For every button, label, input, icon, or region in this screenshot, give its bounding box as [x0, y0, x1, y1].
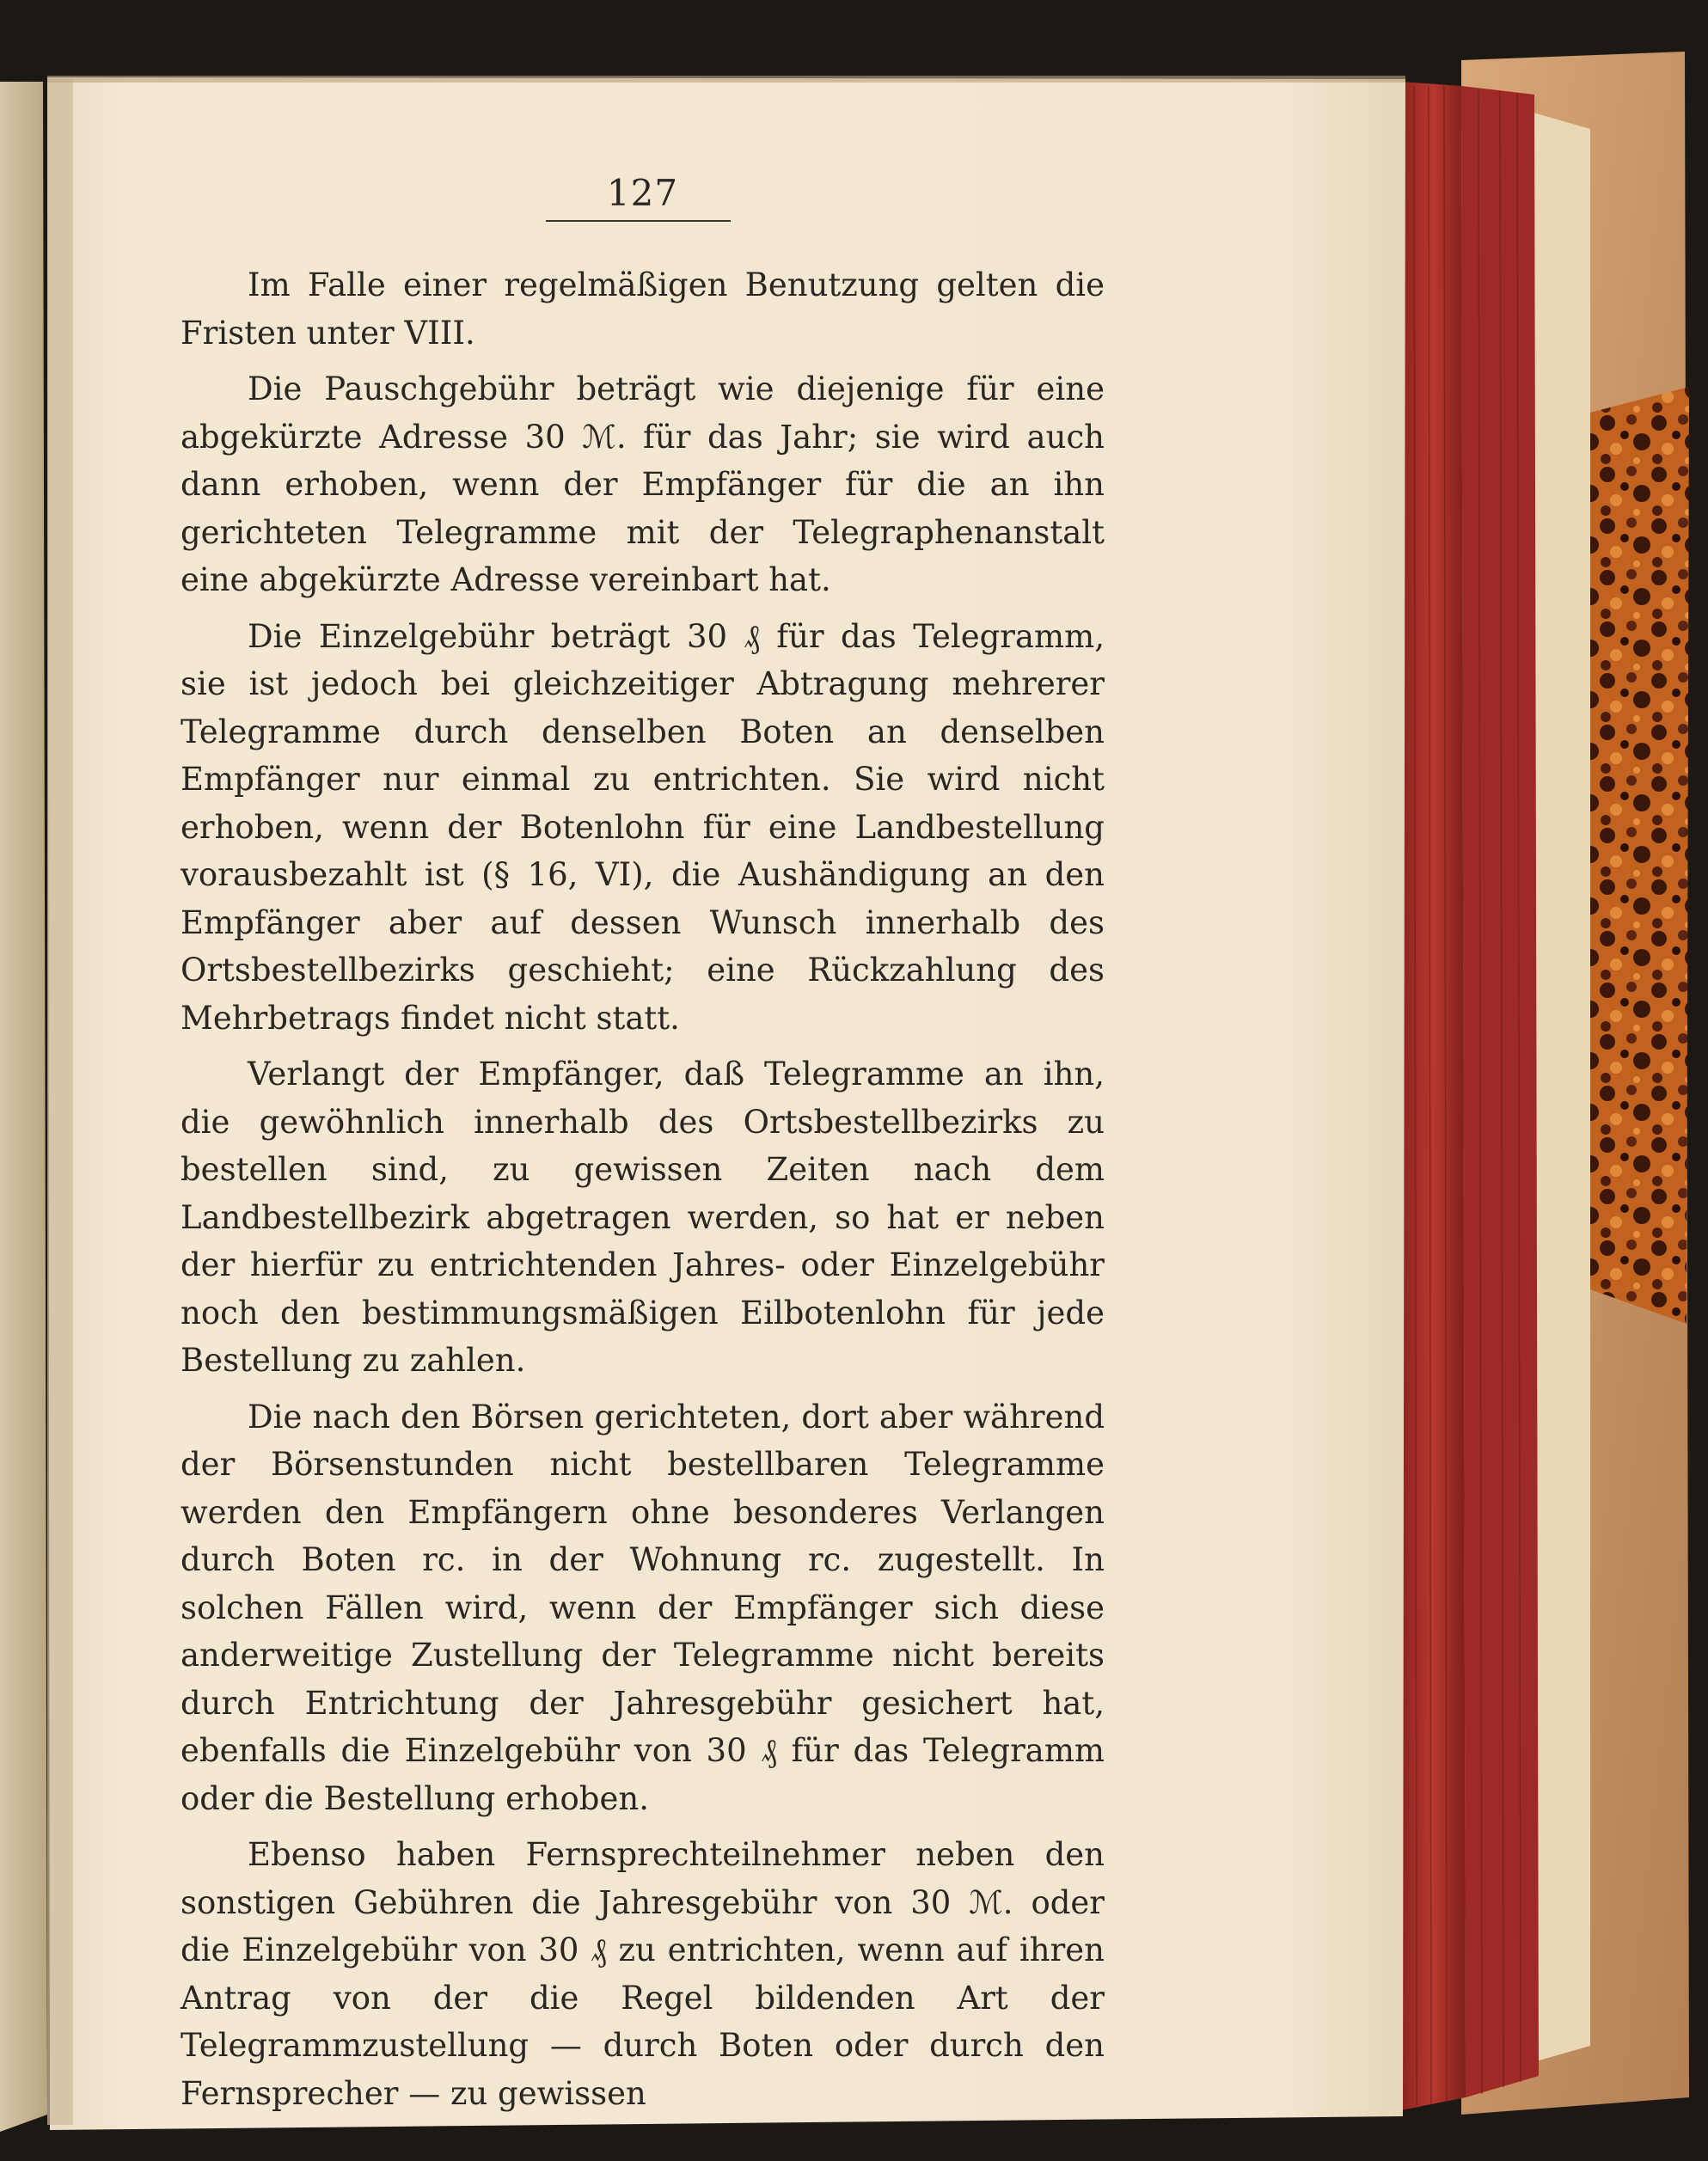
- top-edge: [47, 76, 1405, 83]
- gutter-shadow: [47, 79, 73, 2125]
- page-edges: [1401, 82, 1466, 2110]
- page-body: [181, 261, 1105, 2126]
- paragraph-4: Verlangt der Empfänger, daß Telegramme an ihn, die gewöhnlich innerhalb des Ortsbestellbezirks zu bestellen sind, zu gewissen Zeiten nach dem Landbestellbezirk abgetragen werden, so hat er neben der hierfür zu entrichtenden Jahres- oder Einzelgebühr noch den bestimmungsmäßigen Eilbotenlohn für jede Bestellung zu zahlen.: [181, 1056, 1105, 1379]
- left-facing-page: [0, 82, 47, 2132]
- paragraph-6: Ebenso haben Fernsprechteilnehmer neben den sonstigen Gebühren die Jahresgebühr von 30 ℳ. oder die Einzelgebühr von 30 ₰ zu entrichten, wenn auf ihren Antrag von der die Regel bildenden Art der Telegrammzustellung — durch Boten oder durch den Fernsprecher — zu gewissen: [181, 1836, 1105, 2112]
- paragraph-2: Die Pauschgebühr beträgt wie diejenige für eine abgekürzte Adresse 30 ℳ. für das Jahr; sie wird auch dann erhoben, wenn der Empfänger für die an ihn gerichteten Telegramme mit der Telegraphenanstalt eine abgekürzte Adresse vereinbart hat.: [181, 370, 1105, 598]
- paragraph-1: Im Falle einer regelmäßigen Benutzung gelten die Fristen unter VIII.: [181, 266, 1105, 352]
- marbled-endpaper: [1590, 387, 1689, 1324]
- header-rule: [546, 220, 731, 222]
- paragraph-5: Die nach den Börsen gerichteten, dort aber während der Börsenstunden nicht bestellbaren Telegramme werden den Empfängern ohne besonderes Verlangen durch Boten rc. in der Wohnung rc. zugestellt. In solchen Fällen wird, wenn der Empfänger sich diese anderweitige Zustellung der Telegramme nicht bereits durch Entrichtung der Jahresgebühr gesichert hat, ebenfalls die Einzelgebühr von 30 ₰ für das Telegramm oder die Bestellung erhoben.: [181, 1398, 1105, 1817]
- inner-board: [1530, 112, 1590, 2063]
- page-text-block: [181, 172, 1105, 2112]
- page-number: 127: [606, 172, 679, 214]
- paragraph-3: Die Einzelgebühr beträgt 30 ₰ für das Telegramm, sie ist jedoch bei gleichzeitiger Abtragung mehrerer Telegramme durch denselben Boten an denselben Empfänger nur einmal zu entrichten. Sie wird nicht erhoben, wenn der Botenlohn für eine Landbestellung vorausbezahlt ist (§ 16, VI), die Aushändigung an den Empfänger aber auf dessen Wunsch innerhalb des Ortsbestellbezirks geschieht; eine Rückzahlung des Mehrbetrags findet nicht statt.: [181, 617, 1105, 1037]
